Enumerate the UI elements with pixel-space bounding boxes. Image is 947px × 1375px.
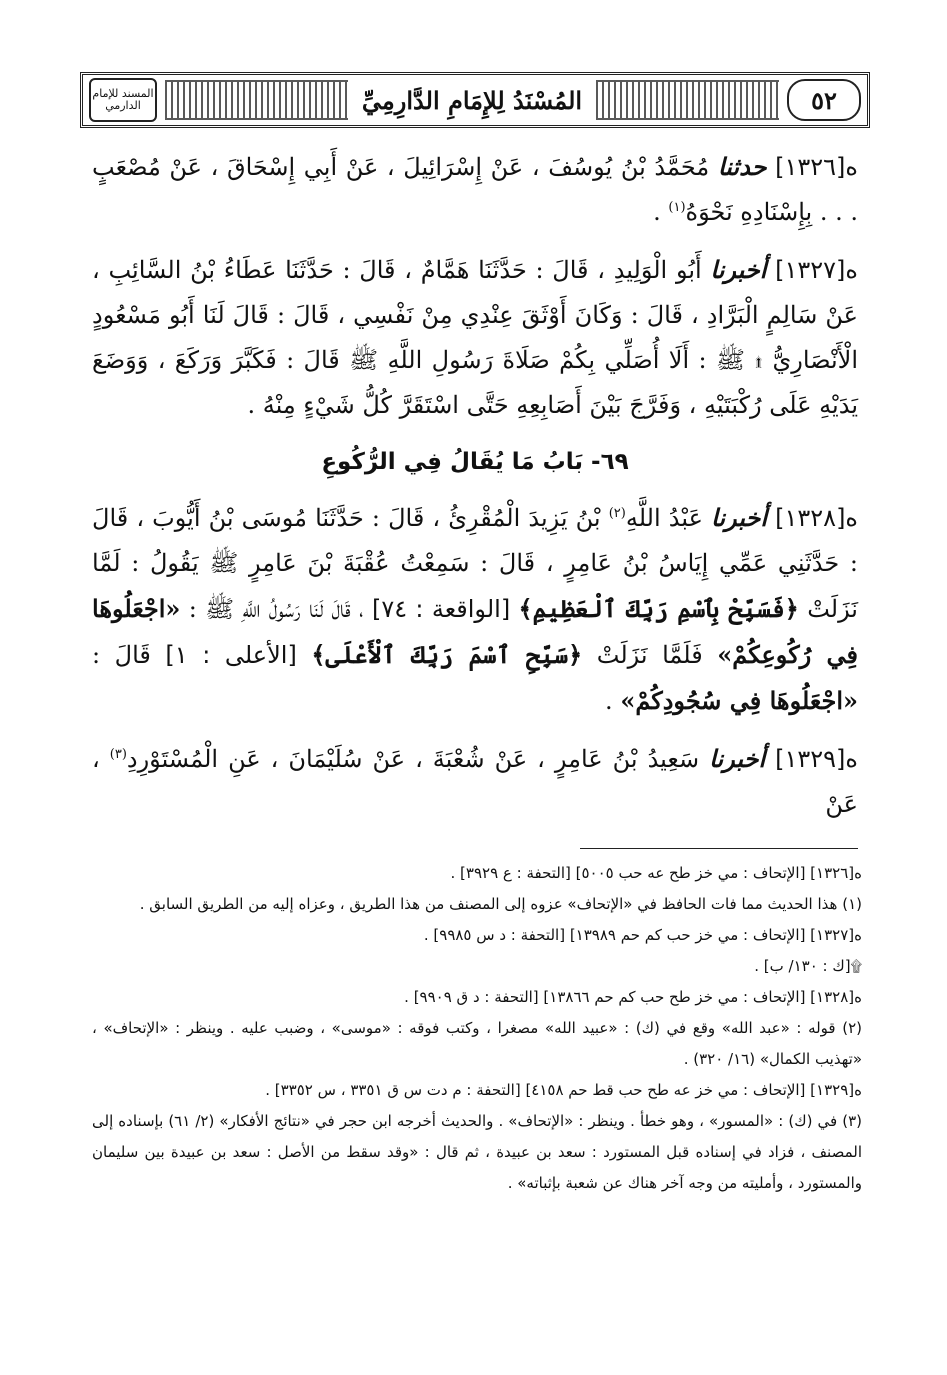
hadith-1326: [92, 144, 858, 235]
footnote: (١) هذا الحديث مما فات الحافظ في «الإتحاف» عزوه إلى المصنف من هذا الطريق ، وعزاه إليه من الطريق السابق .: [139, 895, 862, 913]
narration-keyword: أخبرنا: [711, 503, 768, 532]
footnote-separator: [580, 848, 858, 849]
page-title: المُسْنَدُ لِلإِمَامِ الدَّارِمِيِّ: [361, 85, 583, 115]
quran-citation: [الأعلى : ١]: [165, 641, 297, 669]
quran-verse: ﴿فَسَبِّحْ بِٱسْمِ رَبِّكَ ٱلْعَظِيمِ﴾: [518, 594, 799, 623]
main-text: [92, 144, 858, 839]
hadith-text: فَلَمَّا نَزَلَتْ: [596, 641, 703, 669]
hadith-1328: [92, 495, 858, 724]
narration-keyword: أخبرنا: [710, 255, 767, 284]
footnote: ه[١٣٢٩] [الإتحاف : مي خز عه طح حب قط حم ٤١٥٨] [التحفة : م دت س ق ٣٣٥١ ، س ٣٣٥٢] .: [265, 1081, 862, 1099]
page-number: ٥٢: [787, 79, 861, 121]
prophet-saying: «اجْعَلُوهَا فِي رُكُوعِكُمْ»: [92, 594, 858, 669]
footnote: (٢) قوله : «عبد الله» وقع في (ك) : «عبيد الله» مصغرا ، وكتب فوقه : «موسى» ، وضبب عليه . وينظر : «الإتحاف» ، «تهذيب الكمال» (١٦/ ٣٢٠) .: [92, 1019, 862, 1068]
hadith-text: عَبْدُ اللَّهِ: [625, 504, 703, 532]
footnote-marker: (١): [668, 200, 686, 215]
quran-citation: [الواقعة : ٧٤]: [371, 595, 511, 623]
header-seal-left: المسند للإمام الدارمي: [89, 78, 157, 122]
hadith-number: ه[١٣٢٩]: [775, 745, 858, 773]
hadith-text: ، قَالَ لَنَا رَسُولُ اللَّهِ ﷺ :: [188, 595, 364, 623]
header-ornament-left: [165, 80, 348, 120]
footnotes: [92, 858, 862, 1199]
hadith-number: ه[١٣٢٦]: [775, 153, 858, 181]
footnote: (٣) في (ك) : «المسور» ، وهو خطأ . وينظر : «الإتحاف» . والحديث أخرجه ابن حجر في «نتائج الأفكار» (٢/ ٦١) بإسناده إلى المصنف ، فزاد في إسناده قبل المستورد : سعد بن عبيدة ، ثم قال : «وقد سقط من الأصل : سعد بن عبيدة بين سليمان والمستورد ، وأمليته من وجه آخر هناك عن شعبة بإثباته» .: [92, 1112, 862, 1192]
footnote-marker: (٢): [608, 506, 626, 521]
hadith-number: ه[١٣٢٨]: [775, 504, 858, 532]
header-ornament-right: [596, 80, 779, 120]
page-header: [80, 72, 870, 128]
hadith-text: بْنُ يَزِيدَ الْمُقْرِئُ ، قَالَ : حَدَّثَنَا مُوسَى بْنُ أَيُّوبَ ، قَالَ : حَدَّثَنِي عَمِّي إِيَاسُ بْنُ عَامِرٍ ، قَالَ : سَمِعْتُ عُقْبَةَ بْنَ عَامِرٍ ﷺ يَقُولُ : لَمَّا نَزَلَتْ: [92, 504, 858, 623]
narration-keyword: حدثنا: [717, 152, 767, 181]
chapter-heading: ٦٩- بَابُ مَا يُقَالُ فِي الرُّكُوعِ: [321, 449, 629, 475]
footnote: ۩[ك : ١٣٠/ ب] .: [754, 957, 862, 975]
footnote: ه[١٣٢٦] [الإتحاف : مي خز طح عه حب ٥٠٠٥] [التحفة : ع ٣٩٢٩] .: [450, 864, 862, 882]
footnote: ه[١٣٢٨] [الإتحاف : مي خز طح حب كم حم ١٣٨٦٦] [التحفة : د ق ٩٩٠٩] .: [404, 988, 862, 1006]
footnote: ه[١٣٢٧] [الإتحاف : مي خز حب كم حم ١٣٩٨٩] [التحفة : د س ٩٩٨٥] .: [423, 926, 862, 944]
hadith-text: مُحَمَّدُ بْنُ يُوسُفَ ، عَنْ إِسْرَائِيلَ ، عَنْ أَبِي إِسْحَاقَ ، عَنْ مُصْعَبٍ . . . بِإِسْنَادِهِ نَحْوَهُ: [92, 153, 858, 226]
hadith-end: .: [605, 687, 613, 715]
hadith-text: قَالَ :: [92, 641, 151, 669]
footnote-marker: (٣): [109, 747, 127, 762]
hadith-text: ، عَنْ: [92, 745, 858, 818]
hadith-number: ه[١٣٢٧]: [775, 256, 858, 284]
hadith-end: .: [653, 198, 661, 226]
hadith-text: سَعِيدُ بْنُ عَامِرٍ ، عَنْ شُعْبَةَ ، عَنْ سُلَيْمَانَ ، عَنِ الْمُسْتَوْرِدِ: [126, 745, 700, 773]
narration-keyword: أخبرنا: [709, 744, 766, 773]
hadith-1329: [92, 736, 858, 827]
prophet-saying: «اجْعَلُوهَا فِي سُجُودِكُمْ»: [620, 686, 858, 715]
quran-verse: ﴿سَبِّحِ ٱسْمَ رَبِّكَ ٱلْأَعْلَى﴾: [311, 640, 583, 669]
hadith-1327: [92, 247, 858, 428]
hadith-text: أَبُو الْوَلِيدِ ، قَالَ : حَدَّثَنَا هَمَّامٌ ، قَالَ : حَدَّثَنَا عَطَاءُ بْنُ السَّائِبِ ، عَنْ سَالِمٍ الْبَرَّادِ ، قَالَ : وَكَانَ أَوْثَقَ عِنْدِي مِنْ نَفْسِي ، قَالَ : قَالَ لَنَا أَبُو مَسْعُودٍ الْأَنْصَارِيُّ ۩ ﷺ : أَلَا أُصَلِّي بِكُمْ صَلَاةَ رَسُولِ اللَّهِ ﷺ قَالَ : فَكَبَّرَ وَرَكَعَ ، وَوَضَعَ يَدَيْهِ عَلَى رُكْبَتَيْهِ ، وَفَرَّجَ بَيْنَ أَصَابِعِهِ حَتَّى اسْتَقَرَّ كُلُّ شَيْءٍ مِنْهُ .: [92, 256, 858, 419]
